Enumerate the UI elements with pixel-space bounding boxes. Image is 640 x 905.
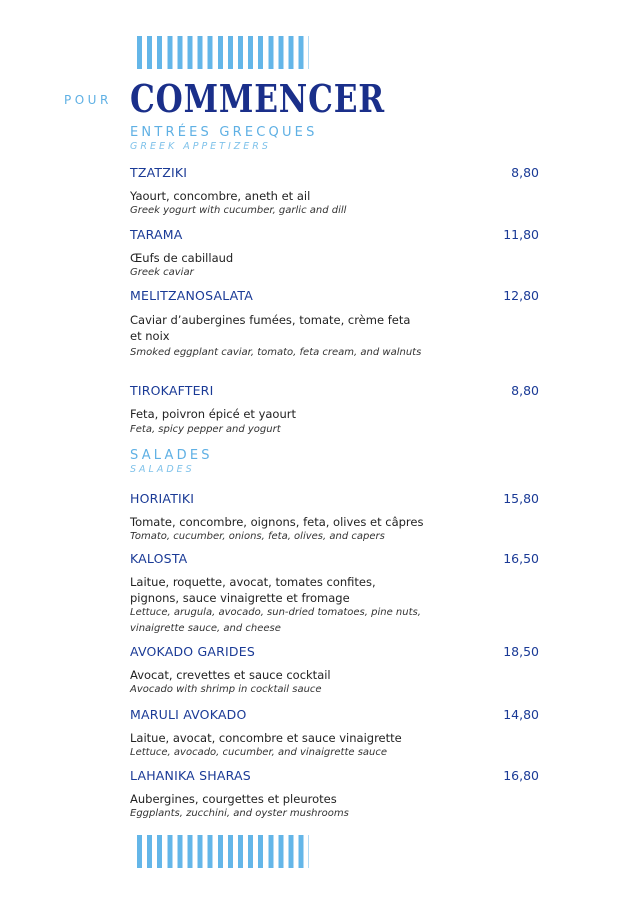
item-description-en: Lettuce, avocado, cucumber, and vinaigrette sauce [130, 747, 388, 758]
item-price: 15,80 [503, 491, 539, 506]
item-name: MELITZANOSALATA [130, 288, 254, 303]
item-name: TZATZIKI [130, 165, 188, 180]
decorative-stripes-bottom [137, 835, 309, 868]
decorative-stripes-top [137, 36, 309, 69]
item-price: 16,80 [503, 768, 539, 783]
item-name: AVOKADO GARIDES [130, 644, 255, 659]
item-description-fr: Aubergines, courgettes et pleurotes [130, 792, 337, 806]
item-price: 18,50 [503, 644, 539, 659]
item-description-en: Smoked eggplant caviar, tomato, feta cream, and walnuts [130, 347, 422, 358]
item-description-en: Feta, spicy pepper and yogurt [130, 424, 281, 435]
item-description-en: Eggplants, zucchini, and oyster mushrooms [130, 808, 349, 819]
page-title: COMMENCER [130, 76, 385, 121]
item-name: MARULI AVOKADO [130, 707, 247, 722]
item-description-fr: Avocat, crevettes et sauce cocktail [130, 668, 331, 682]
item-description-en: Avocado with shrimp in cocktail sauce [130, 684, 322, 695]
item-price: 16,50 [503, 551, 539, 566]
item-description-fr: Laitue, roquette, avocat, tomates confites, pignons, sauce vinaigrette et fromage [130, 575, 376, 605]
item-price: 8,80 [511, 383, 539, 398]
item-description-fr: Caviar d’aubergines fumées, tomate, crème feta et noix [130, 313, 411, 343]
item-description-fr: Feta, poivron épicé et yaourt [130, 407, 296, 421]
pour-label: POUR [64, 93, 112, 107]
item-description-fr: Œufs de cabillaud [130, 251, 234, 265]
item-description-fr: Tomate, concombre, oignons, feta, olives et câpres [130, 515, 424, 529]
item-name: LAHANIKA SHARAS [130, 768, 251, 783]
item-description-en: Greek caviar [130, 267, 194, 278]
item-description-en: Tomato, cucumber, onions, feta, olives, and capers [130, 531, 385, 542]
section-subtitle-salads: SALADES [130, 464, 195, 475]
item-description-fr: Laitue, avocat, concombre et sauce vinaigrette [130, 731, 402, 745]
item-price: 14,80 [503, 707, 539, 722]
item-name: HORIATIKI [130, 491, 195, 506]
item-description-fr: Yaourt, concombre, aneth et ail [130, 189, 311, 203]
item-description-en: Greek yogurt with cucumber, garlic and dill [130, 205, 347, 216]
section-title-appetizers: ENTRÉES GRECQUES [130, 125, 318, 140]
section-subtitle-appetizers: GREEK APPETIZERS [130, 141, 271, 152]
item-name: TARAMA [130, 227, 183, 242]
item-name: KALOSTA [130, 551, 188, 566]
item-price: 12,80 [503, 288, 539, 303]
item-price: 11,80 [503, 227, 539, 242]
item-price: 8,80 [511, 165, 539, 180]
section-title-salads: SALADES [130, 448, 213, 463]
item-name: TIROKAFTERI [130, 383, 214, 398]
item-description-en: Lettuce, arugula, avocado, sun-dried tomatoes, pine nuts, vinaigrette sauce, and cheese [130, 607, 421, 634]
